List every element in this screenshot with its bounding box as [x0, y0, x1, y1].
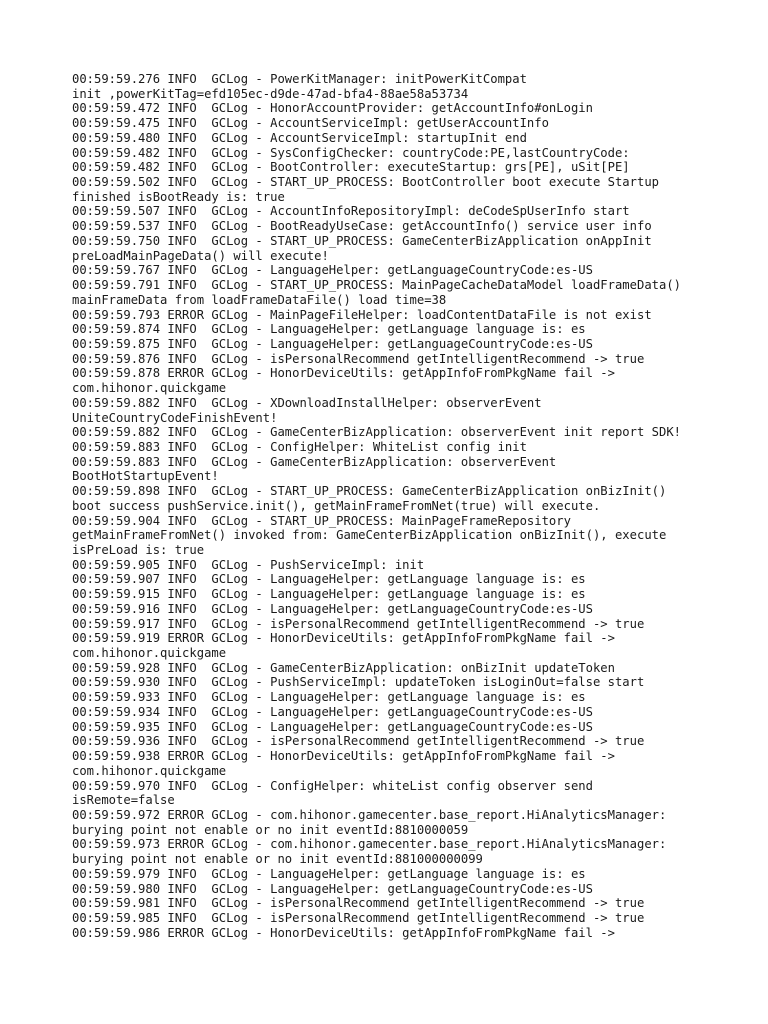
- log-line: isPreLoad is: true: [72, 543, 205, 557]
- log-line: 00:59:59.472 INFO GCLog - HonorAccountProvider: getAccountInfo#onLogin: [72, 101, 593, 116]
- log-line: 00:59:59.537 INFO GCLog - BootReadyUseCase: getAccountInfo() service user info: [72, 219, 652, 234]
- log-line: 00:59:59.475 INFO GCLog - AccountServiceImpl: getUserAccountInfo: [72, 116, 549, 131]
- log-line: 00:59:59.935 INFO GCLog - LanguageHelper: getLanguageCountryCode:es-US: [72, 719, 593, 734]
- log-line: 00:59:59.502 INFO GCLog - START_UP_PROCESS: BootController boot execute Startup: [72, 175, 659, 190]
- log-line: 00:59:59.767 INFO GCLog - LanguageHelper: getLanguageCountryCode:es-US: [72, 263, 593, 278]
- log-line: 00:59:59.905 INFO GCLog - PushServiceImpl: init: [72, 557, 425, 572]
- log-line: 00:59:59.973 ERROR GCLog - com.hihonor.gamecenter.base_report.HiAnalyticsManager:: [72, 837, 667, 852]
- log-line: 00:59:59.883 INFO GCLog - ConfigHelper: WhiteList config init: [72, 439, 527, 454]
- log-line: 00:59:59.930 INFO GCLog - PushServiceImpl: updateToken isLoginOut=false start: [72, 675, 645, 690]
- log-line: 00:59:59.919 ERROR GCLog - HonorDeviceUtils: getAppInfoFromPkgName fail ->: [72, 631, 615, 646]
- log-line: 00:59:59.928 INFO GCLog - GameCenterBizApplication: onBizInit updateToken: [72, 660, 615, 675]
- log-line: 00:59:59.936 INFO GCLog - isPersonalRecommend getIntelligentRecommend -> true: [72, 734, 645, 749]
- log-line: 00:59:59.972 ERROR GCLog - com.hihonor.gamecenter.base_report.HiAnalyticsManager:: [72, 807, 667, 822]
- log-line: 00:59:59.276 INFO GCLog - PowerKitManager: initPowerKitCompat: [72, 72, 527, 86]
- log-line: finished isBootReady is: true: [72, 189, 285, 204]
- log-line: 00:59:59.875 INFO GCLog - LanguageHelper: getLanguageCountryCode:es-US: [72, 336, 593, 351]
- log-line: 00:59:59.482 INFO GCLog - BootController: executeStartup: grs[PE], uSit[PE]: [72, 160, 630, 175]
- log-line: 00:59:59.934 INFO GCLog - LanguageHelper: getLanguageCountryCode:es-US: [72, 704, 593, 719]
- log-line: 00:59:59.916 INFO GCLog - LanguageHelper: getLanguageCountryCode:es-US: [72, 601, 593, 616]
- log-line: com.hihonor.quickgame: [72, 646, 227, 661]
- log-line: 00:59:59.904 INFO GCLog - START_UP_PROCESS: MainPageFrameRepository: [72, 513, 571, 528]
- log-line: isRemote=false: [72, 793, 175, 808]
- log-text-block: [72, 72, 712, 940]
- log-line: BootHotStartupEvent!: [72, 469, 219, 484]
- log-line: 00:59:59.882 INFO GCLog - XDownloadInstallHelper: observerEvent: [72, 395, 542, 410]
- log-line: 00:59:59.883 INFO GCLog - GameCenterBizApplication: observerEvent: [72, 454, 557, 469]
- log-line: 00:59:59.750 INFO GCLog - START_UP_PROCESS: GameCenterBizApplication onAppInit: [72, 233, 652, 248]
- log-line: 00:59:59.793 ERROR GCLog - MainPageFileHelper: loadContentDataFile is not exist: [72, 307, 652, 322]
- log-line: preLoadMainPageData() will execute!: [72, 248, 329, 263]
- log-line: 00:59:59.480 INFO GCLog - AccountServiceImpl: startupInit end: [72, 130, 527, 145]
- log-line: 00:59:59.507 INFO GCLog - AccountInfoRepositoryImpl: deCodeSpUserInfo start: [72, 204, 630, 219]
- log-line: 00:59:59.970 INFO GCLog - ConfigHelper: whiteList config observer send: [72, 778, 593, 793]
- log-line: boot success pushService.init(), getMainFrameFromNet(true) will execute.: [72, 498, 601, 513]
- log-line: 00:59:59.981 INFO GCLog - isPersonalRecommend getIntelligentRecommend -> true: [72, 896, 645, 911]
- log-line: 00:59:59.985 INFO GCLog - isPersonalRecommend getIntelligentRecommend -> true: [72, 910, 645, 925]
- log-line: init ,powerKitTag=efd105ec-d9de-47ad-bfa4-88ae58a53734: [72, 86, 469, 101]
- log-line: 00:59:59.979 INFO GCLog - LanguageHelper: getLanguage language is: es: [72, 866, 586, 881]
- log-line: 00:59:59.907 INFO GCLog - LanguageHelper: getLanguage language is: es: [72, 572, 586, 587]
- log-line: 00:59:59.986 ERROR GCLog - HonorDeviceUtils: getAppInfoFromPkgName fail ->: [72, 925, 615, 940]
- log-line: getMainFrameFromNet() invoked from: GameCenterBizApplication onBizInit(), execute: [72, 528, 667, 543]
- log-line: mainFrameData from loadFrameDataFile() load time=38: [72, 292, 447, 307]
- log-line: com.hihonor.quickgame: [72, 381, 227, 396]
- log-line: 00:59:59.482 INFO GCLog - SysConfigChecker: countryCode:PE,lastCountryCode:: [72, 145, 630, 160]
- log-line: burying point not enable or no init eventId:881000000099: [72, 852, 483, 867]
- log-line: burying point not enable or no init eventId:8810000059: [72, 822, 469, 837]
- log-line: 00:59:59.917 INFO GCLog - isPersonalRecommend getIntelligentRecommend -> true: [72, 616, 645, 631]
- log-line: 00:59:59.882 INFO GCLog - GameCenterBizApplication: observerEvent init report SDK!: [72, 425, 682, 440]
- log-line: UniteCountryCodeFinishEvent!: [72, 410, 278, 425]
- log-line: 00:59:59.791 INFO GCLog - START_UP_PROCESS: MainPageCacheDataModel loadFrameData(): [72, 278, 682, 293]
- log-line: com.hihonor.quickgame: [72, 763, 227, 778]
- log-line: 00:59:59.915 INFO GCLog - LanguageHelper: getLanguage language is: es: [72, 587, 586, 602]
- log-line: 00:59:59.933 INFO GCLog - LanguageHelper: getLanguage language is: es: [72, 690, 586, 705]
- log-line: 00:59:59.876 INFO GCLog - isPersonalRecommend getIntelligentRecommend -> true: [72, 351, 645, 366]
- log-line: 00:59:59.938 ERROR GCLog - HonorDeviceUtils: getAppInfoFromPkgName fail ->: [72, 749, 615, 764]
- log-line: 00:59:59.898 INFO GCLog - START_UP_PROCESS: GameCenterBizApplication onBizInit(): [72, 484, 667, 499]
- log-line: 00:59:59.878 ERROR GCLog - HonorDeviceUtils: getAppInfoFromPkgName fail ->: [72, 366, 615, 381]
- log-line: 00:59:59.874 INFO GCLog - LanguageHelper: getLanguage language is: es: [72, 322, 586, 337]
- log-line: 00:59:59.980 INFO GCLog - LanguageHelper: getLanguageCountryCode:es-US: [72, 881, 593, 896]
